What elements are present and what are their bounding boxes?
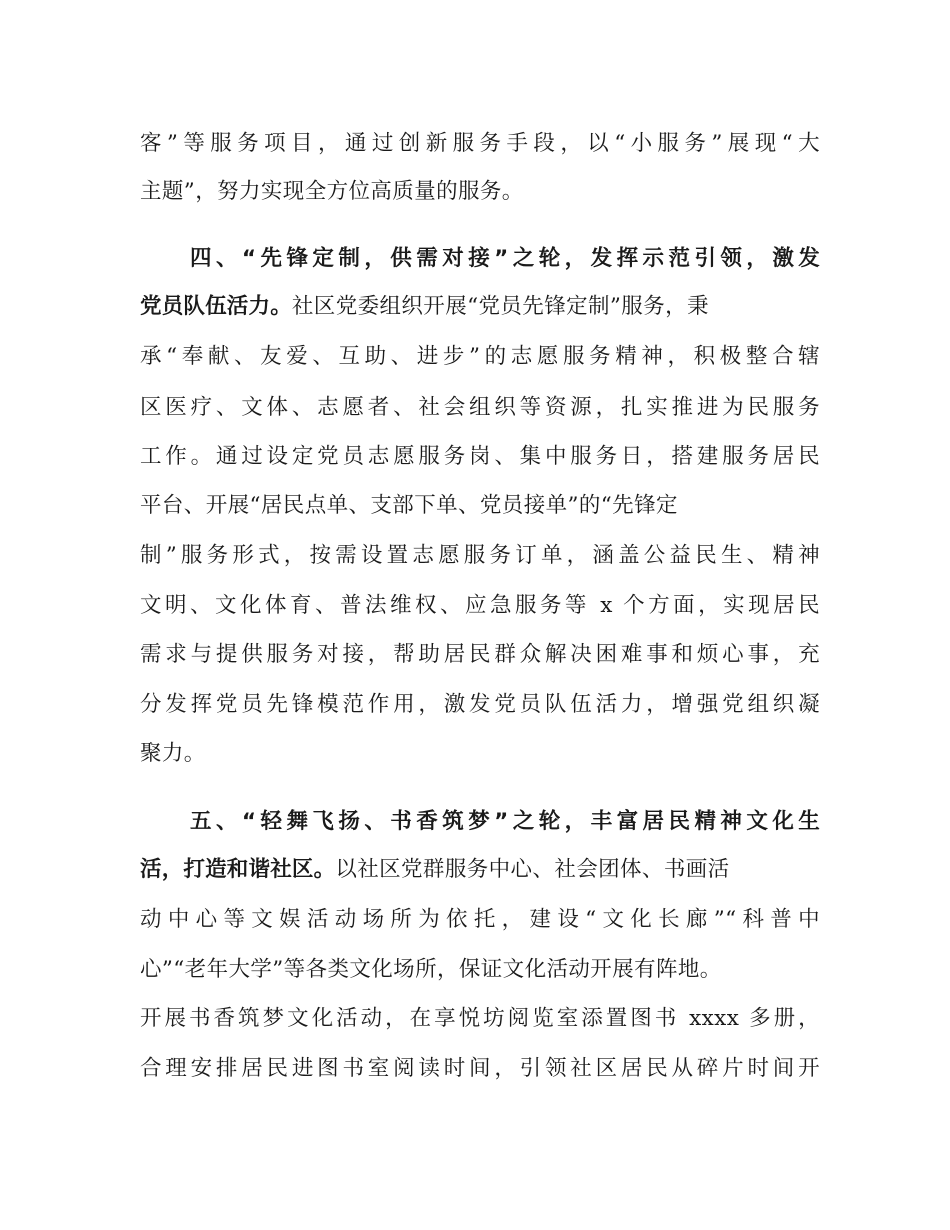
paragraph-line: 区医疗、文体、志愿者、社会组织等资源，扎实推进为民服务 xyxy=(140,395,820,420)
paragraph-line: 开展书香筑梦文化活动，在享悦坊阅览室添置图书 xxxx 多册， xyxy=(140,1006,820,1031)
paragraph-line: 聚力。 xyxy=(140,741,206,766)
paragraph-line: 心”“老年大学”等各类文化场所，保证文化活动开展有阵地。 xyxy=(140,957,722,982)
section-heading-4: 四、“先锋定制，供需对接”之轮，发挥示范引领，激发 xyxy=(190,246,820,271)
paragraph-line xyxy=(140,855,820,885)
paragraph-line: 客”等服务项目，通过创新服务手段，以“小服务”展现“大 xyxy=(140,131,820,156)
paragraph-line: 承“奉献、友爱、互助、进步”的志愿服务精神，积极整合辖 xyxy=(140,344,820,369)
paragraph-line: 制”服务形式，按需设置志愿服务订单，涵盖公益民生、精神 xyxy=(140,543,820,568)
paragraph-line xyxy=(140,292,820,322)
section-heading-4-cont: 党员队伍活力。 xyxy=(140,294,292,319)
paragraph-line: 平台、开展“居民点单、支部下单、党员接单”的“先锋定 xyxy=(140,493,678,518)
paragraph-line: 合理安排居民进图书室阅读时间，引领社区居民从碎片时间开 xyxy=(140,1056,820,1081)
paragraph-line: 动中心等文娱活动场所为依托，建设“文化长廊”“科普中 xyxy=(140,907,820,932)
section-heading-5: 五、“轻舞飞扬、书香筑梦”之轮，丰富居民精神文化生 xyxy=(190,809,820,834)
section-heading-5-cont: 活，打造和谐社区。 xyxy=(140,857,336,882)
paragraph-line: 文明、文化体育、普法维权、应急服务等 x 个方面，实现居民 xyxy=(140,593,820,618)
paragraph-line: 分发挥党员先锋模范作用，激发党员队伍活力，增强党组织凝 xyxy=(140,692,820,717)
paragraph-line: 主题”，努力实现全方位高质量的服务。 xyxy=(140,179,524,204)
paragraph-line: 工作。通过设定党员志愿服务岗、集中服务日，搭建服务居民 xyxy=(140,444,820,469)
paragraph-text: 社区党委组织开展“党员先锋定制”服务，秉 xyxy=(291,294,709,319)
paragraph-line: 需求与提供服务对接，帮助居民群众解决困难事和烦心事，充 xyxy=(140,642,820,667)
paragraph-text: 以社区党群服务中心、社会团体、书画活 xyxy=(335,857,730,882)
